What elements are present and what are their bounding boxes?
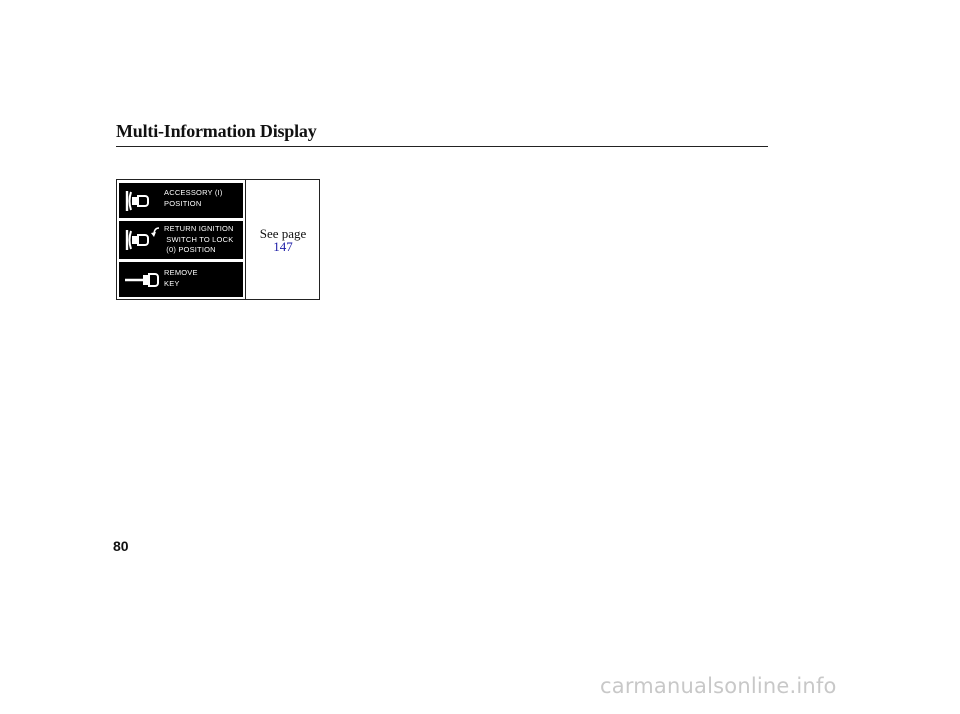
message-text: REMOVE KEY: [164, 268, 198, 288]
page-number: 80: [113, 538, 129, 554]
message-table: [116, 179, 320, 300]
watermark: carmanualsonline.info: [600, 674, 837, 698]
remove-key-icon: [123, 264, 161, 294]
message-panel-accessory: [119, 183, 243, 218]
title-divider: [116, 146, 768, 147]
page-title: Multi-Information Display: [116, 121, 317, 141]
message-text: RETURN IGNITION SWITCH TO LOCK (0) POSITION: [164, 224, 234, 254]
message-column: [117, 180, 246, 299]
page-reference: [246, 227, 320, 253]
message-text: ACCESSORY (I) POSITION: [164, 188, 223, 208]
ignition-key-accessory-icon: [123, 186, 157, 216]
message-panel-remove-key: [119, 262, 243, 297]
page-reference-link[interactable]: 147: [273, 239, 293, 254]
message-panel-return-ignition: [119, 221, 243, 259]
see-page-label: See page: [259, 226, 307, 241]
ignition-key-return-icon: [123, 224, 163, 256]
